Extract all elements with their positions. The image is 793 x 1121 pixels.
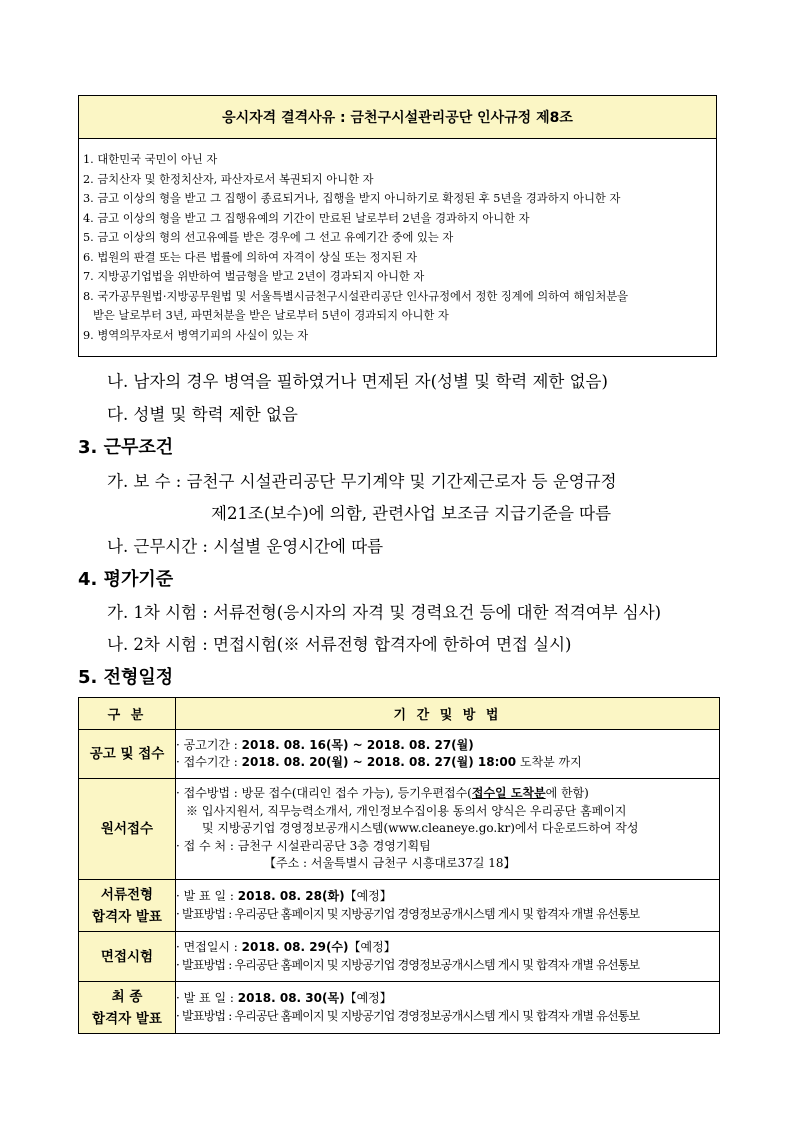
disqualification-list — [79, 139, 716, 345]
list-item: 1. 대한민국 국민이 아닌 자 — [83, 153, 218, 166]
pay-line-cont: 제21조(보수)에 의함, 관련사업 보조금 지급기준을 따름 — [211, 504, 612, 523]
label: · 접수방법 : 방문 접수(대리인 접수 가능), 등기우편접수( — [176, 786, 472, 801]
column-header-period: 기 간 및 방 법 — [176, 698, 720, 730]
label: 【예정】 — [348, 940, 396, 954]
schedule-table — [78, 697, 720, 1034]
row-content-interview — [176, 932, 720, 982]
row-header-line: 서류전형 — [100, 886, 154, 903]
disqualification-box — [78, 95, 717, 357]
list-item: 5. 금고 이상의 형의 선고유예를 받은 경우에 그 선고 유예기간 중에 있는 자 — [83, 231, 454, 244]
announcement-date: 2018. 08. 30(목) — [237, 991, 345, 1005]
row-content-final-result — [176, 982, 720, 1034]
submission-address: 【주소 : 서울특별시 금천구 시흥대로37길 18】 — [264, 856, 516, 871]
list-item: 8. 국가공무원법·지방공무원법 및 서울특별시금천구시설관리공단 인사규정에서 정한 징계에 의하여 해임처분을 — [83, 289, 629, 303]
announcement-method: · 발표방법 : 우리공단 홈페이지 및 지방공기업 경영정보공개시스템 게시 및 합격자 개별 유선통보 — [176, 957, 640, 972]
submission-place: · 접 수 처 : 금천구 시설관리공단 3층 경영기획팀 — [176, 838, 431, 853]
list-item: 4. 금고 이상의 형을 받고 그 집행유예의 기간이 만료된 날로부터 2년을 경과하지 아니한 자 — [83, 211, 530, 225]
row-content-announcement — [176, 730, 720, 779]
announcement-method: · 발표방법 : 우리공단 홈페이지 및 지방공기업 경영정보공개시스템 게시 및 합격자 개별 유선통보 — [176, 1008, 640, 1023]
label: · 면접일시 : — [176, 940, 242, 954]
column-header-category: 구 분 — [79, 698, 176, 730]
pay-line: 가. 보 수 : 금천구 시설관리공단 무기계약 및 기간제근로자 등 운영규정 — [107, 472, 617, 491]
label: · 발 표 일 : — [176, 991, 238, 1005]
disqualification-title: 응시자격 결격사유 : 금천구시설관리공단 인사규정 제8조 — [79, 96, 716, 139]
row-header-interview: 면접시험 — [79, 932, 176, 982]
second-exam-line: 나. 2차 시험 : 면접시험(※ 서류전형 합격자에 한하여 면접 실시) — [107, 635, 572, 654]
row-content-document-result — [176, 880, 720, 932]
male-condition-line: 나. 남자의 경우 병역을 필하였거나 면제된 자(성별 및 학력 제한 없음) — [107, 372, 608, 391]
first-exam-line: 가. 1차 시험 : 서류전형(응시자의 자격 및 경력요건 등에 대한 적격여부 심사) — [107, 603, 662, 622]
label: · 발 표 일 : — [176, 889, 238, 903]
note-download: 및 지방공기업 경영정보공개시스템(www.cleaneye.go.kr)에서 다운로드하여 작성 — [202, 821, 639, 836]
arrival-basis: 접수일 도착분 — [471, 786, 546, 801]
list-item: 3. 금고 이상의 형을 받고 그 집행이 종료되거나, 집행을 받지 아니하기로 확정된 후 5년을 경과하지 아니한 자 — [83, 192, 621, 205]
table-row — [79, 730, 720, 779]
work-hours-line: 나. 근무시간 : 시설별 운영시간에 따름 — [107, 537, 384, 556]
table-row — [79, 982, 720, 1034]
row-header-line: 합격자 발표 — [92, 1010, 162, 1027]
table-row — [79, 880, 720, 932]
label: 에 한함) — [545, 786, 589, 801]
list-item: 9. 병역의무자로서 병역기피의 사실이 있는 자 — [83, 328, 309, 342]
announcement-period: 2018. 08. 16(목) ~ 2018. 08. 27(월) — [241, 737, 474, 752]
section-5-heading: 5. 전형일정 — [78, 667, 174, 688]
table-header-row — [79, 698, 720, 730]
table-row — [79, 932, 720, 982]
label: 【예정】 — [344, 991, 392, 1005]
list-item: 7. 지방공기업법을 위반하여 벌금형을 받고 2년이 경과되지 아니한 자 — [83, 270, 425, 283]
label: · 접수기간 : — [176, 755, 242, 769]
gender-condition-line: 다. 성별 및 학력 제한 없음 — [107, 405, 298, 424]
list-item: 2. 금치산자 및 한정치산자, 파산자로서 복권되지 아니한 자 — [83, 172, 374, 186]
row-header-line: 최 종 — [111, 988, 143, 1005]
announcement-date: 2018. 08. 28(화) — [237, 889, 345, 903]
row-header-line: 합격자 발표 — [92, 908, 162, 925]
row-header-announcement: 공고 및 접수 — [79, 730, 176, 779]
table-row — [79, 779, 720, 880]
list-item: 받은 날로부터 3년, 파면처분을 받은 날로부터 5년이 경과되지 아니한 자 — [93, 309, 449, 322]
list-item: 6. 법원의 판결 또는 다른 법률에 의하여 자격이 상실 또는 정지된 자 — [83, 250, 418, 264]
application-period: 2018. 08. 20(월) ~ 2018. 08. 27(월) 18:00 — [241, 755, 517, 769]
row-content-application — [176, 779, 720, 880]
section-3-heading: 3. 근무조건 — [78, 437, 174, 458]
label: 【예정】 — [344, 889, 392, 903]
label: · 공고기간 : — [176, 737, 242, 752]
announcement-method: · 발표방법 : 우리공단 홈페이지 및 지방공기업 경영정보공개시스템 게시 및 합격자 개별 유선통보 — [176, 906, 640, 921]
label: 도착분 까지 — [516, 755, 582, 769]
section-4-heading: 4. 평가기준 — [78, 569, 174, 590]
row-header-document-result — [79, 880, 176, 932]
interview-date: 2018. 08. 29(수) — [241, 940, 349, 954]
row-header-application: 원서접수 — [79, 779, 176, 880]
note-forms: ※ 입사지원서, 직무능력소개서, 개인정보수집이용 동의서 양식은 우리공단 홈페이지 — [186, 803, 627, 818]
row-header-final-result — [79, 982, 176, 1034]
